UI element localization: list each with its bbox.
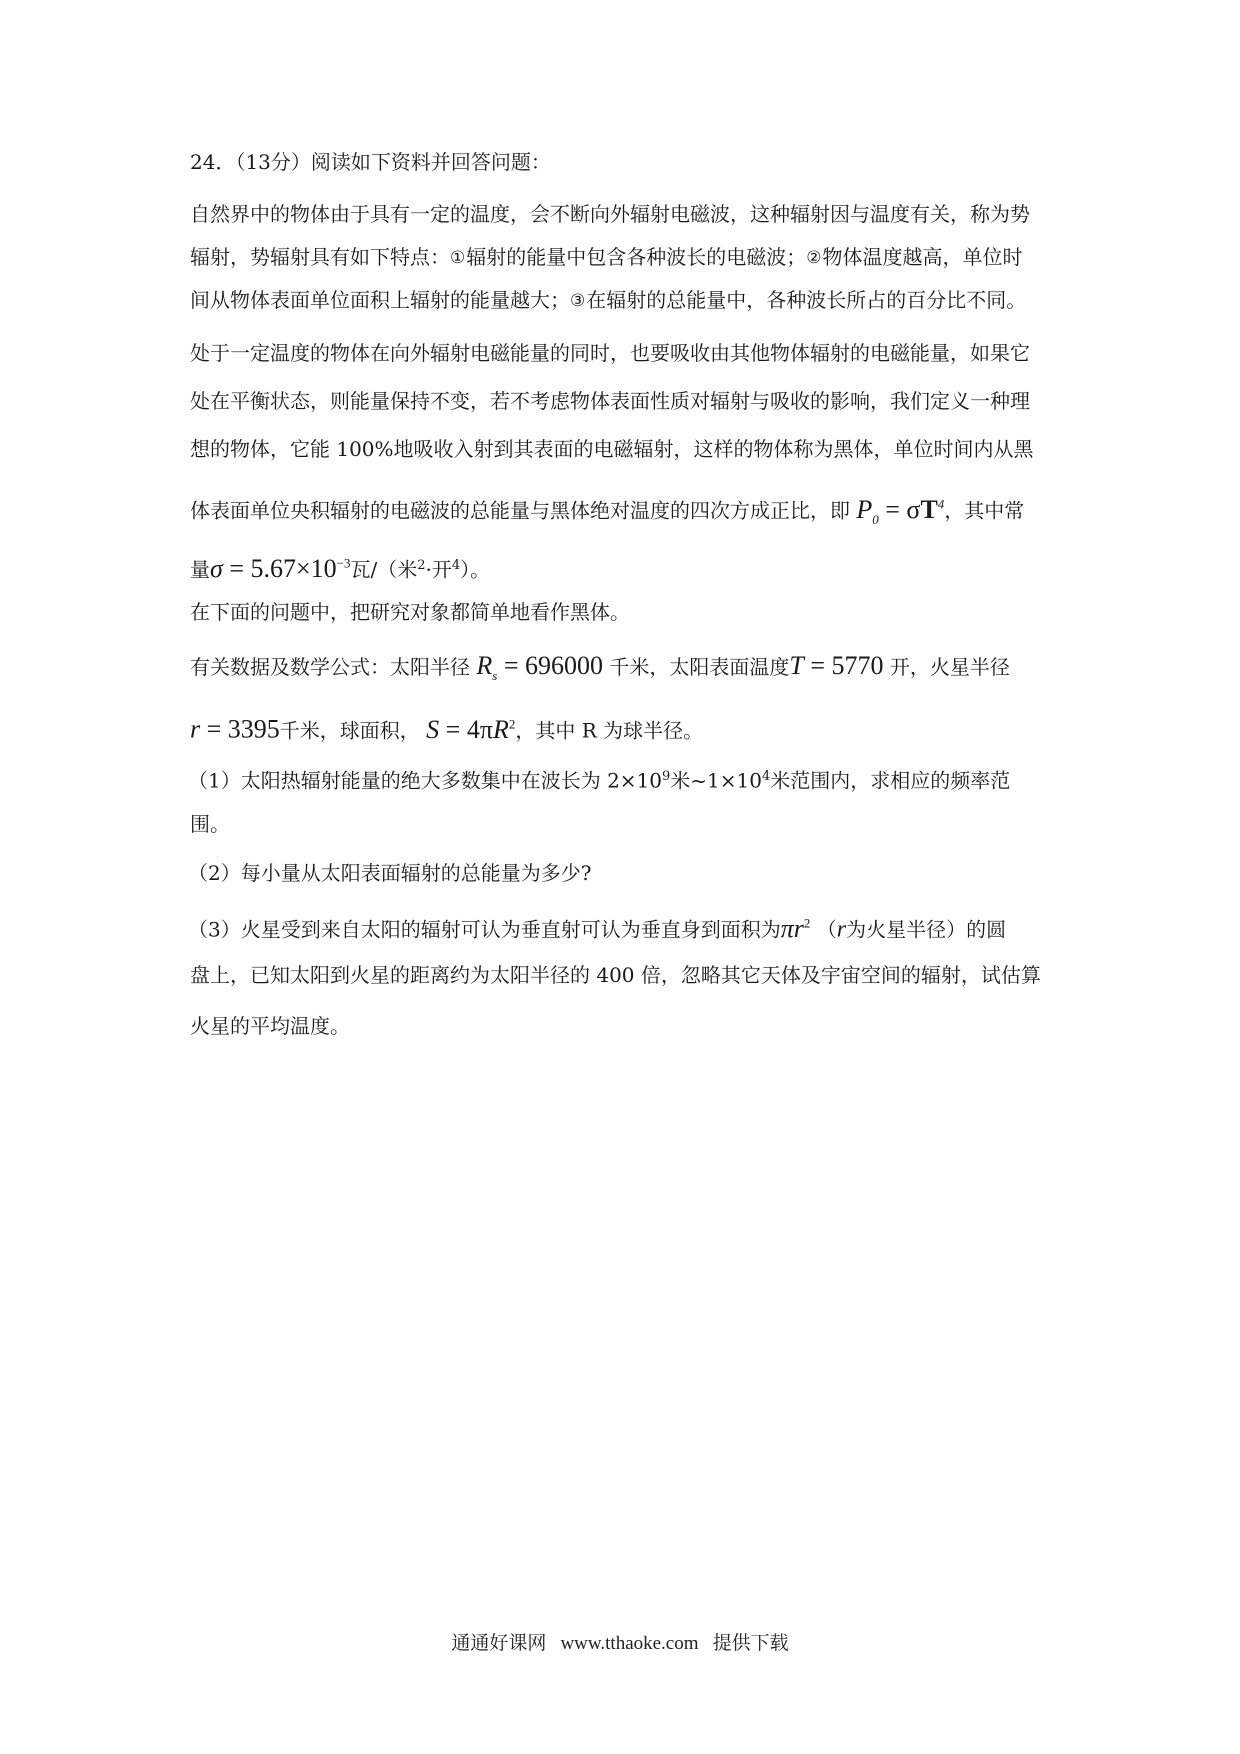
footer-link[interactable]: www.tthaoke.com bbox=[560, 1633, 699, 1654]
paragraph-2-line-1: 处于一定温度的物体在向外辐射电磁能量的同时，也要吸收由其他物体辐射的电磁能量，如果它 bbox=[190, 341, 1030, 365]
paragraph-1-line-2: 辐射，势辐射具有如下特点：①辐射的能量中包含各种波长的电磁波；②物体温度越高，单位时 bbox=[190, 242, 1060, 274]
paragraph-2-line-4: 体表面单位央积辐射的电磁波的总能量与黑体绝对温度的四次方成正比，即 $P_0 = \sigma T^4$，其中常 bbox=[190, 494, 1025, 527]
circled-number-2: ② bbox=[806, 248, 822, 268]
paragraph-1-line-1: 自然界中的物体由于具有一定的温度，会不断向外辐射电磁波，这种辐射因与温度有关，称为势 bbox=[190, 202, 1030, 226]
disk-area-formula: $\pi r^2$ bbox=[780, 913, 811, 943]
paragraph-4-line-2: r = 3395千米，球面积， $S = 4\pi R^2$，其中 R 为球半径。 bbox=[190, 714, 704, 744]
sphere-area-formula: $S = 4\pi R^2$ bbox=[426, 714, 516, 744]
mars-radius-formula: r = 3395 bbox=[190, 714, 280, 744]
question-3-line-1: （3）火星受到来自太阳的辐射可认为垂直射可认为垂直身到面积为$\pi r^2$ （r为火星半径）的圆 bbox=[188, 913, 1007, 943]
paragraph-2-line-3: 想的物体，它能 100%地吸收入射到其表面的电磁辐射，这样的物体称为黑体，单位时间内从黑 bbox=[190, 437, 1034, 461]
circled-number-3: ③ bbox=[570, 291, 586, 311]
sun-radius-formula: $R_s = 696000$ bbox=[476, 651, 603, 684]
question-3-line-3: 火星的平均温度。 bbox=[190, 1014, 350, 1038]
question-1-line-2: 围。 bbox=[190, 812, 230, 836]
sun-temperature-formula: T = 5770 bbox=[789, 651, 884, 680]
sigma-constant: $\sigma = 5.67\times 10^{-3}$ bbox=[210, 553, 351, 583]
question-2: （2）每小量从太阳表面辐射的总能量为多少? bbox=[188, 861, 592, 885]
paragraph-2-line-5: 量$\sigma = 5.67\times 10^{-3}$瓦/（米$^2$·开$^4$）。 bbox=[190, 553, 491, 583]
paragraph-4-line-1: 有关数据及数学公式：太阳半径 $R_s = 696000$ 千米，太阳表面温度T = 5770 开，火星半径 bbox=[190, 651, 1010, 684]
paragraph-2-line-2: 处在平衡状态，则能量保持不变，若不考虑物体表面性质对辐射与吸收的影响，我们定义一种理 bbox=[190, 389, 1030, 413]
circled-number-1: ① bbox=[450, 248, 466, 268]
question-3-line-2: 盘上，已知太阳到火星的距离约为太阳半径的 400 倍，忽略其它天体及宇宙空间的辐射，试估算 bbox=[190, 963, 1041, 987]
paragraph-3: 在下面的问题中，把研究对象都简单地看作黑体。 bbox=[190, 600, 630, 624]
question-1-line-1: （1）太阳热辐射能量的绝大多数集中在波长为 $2\times 10^9$米$\sim 1\times 10^4$米范围内，求相应的频率范 bbox=[188, 768, 1011, 793]
paragraph-1-line-3: 间从物体表面单位面积上辐射的能量越大；③在辐射的总能量中，各种波长所占的百分比不同。 bbox=[190, 285, 1060, 317]
stefan-boltzmann-formula: $P_0 = \sigma T^4$ bbox=[856, 494, 945, 527]
question-header: 24．（13分）阅读如下资料并回答问题： bbox=[190, 150, 551, 174]
page-footer: 通通好课网 www.tthaoke.com 提供下载 bbox=[451, 1632, 789, 1654]
